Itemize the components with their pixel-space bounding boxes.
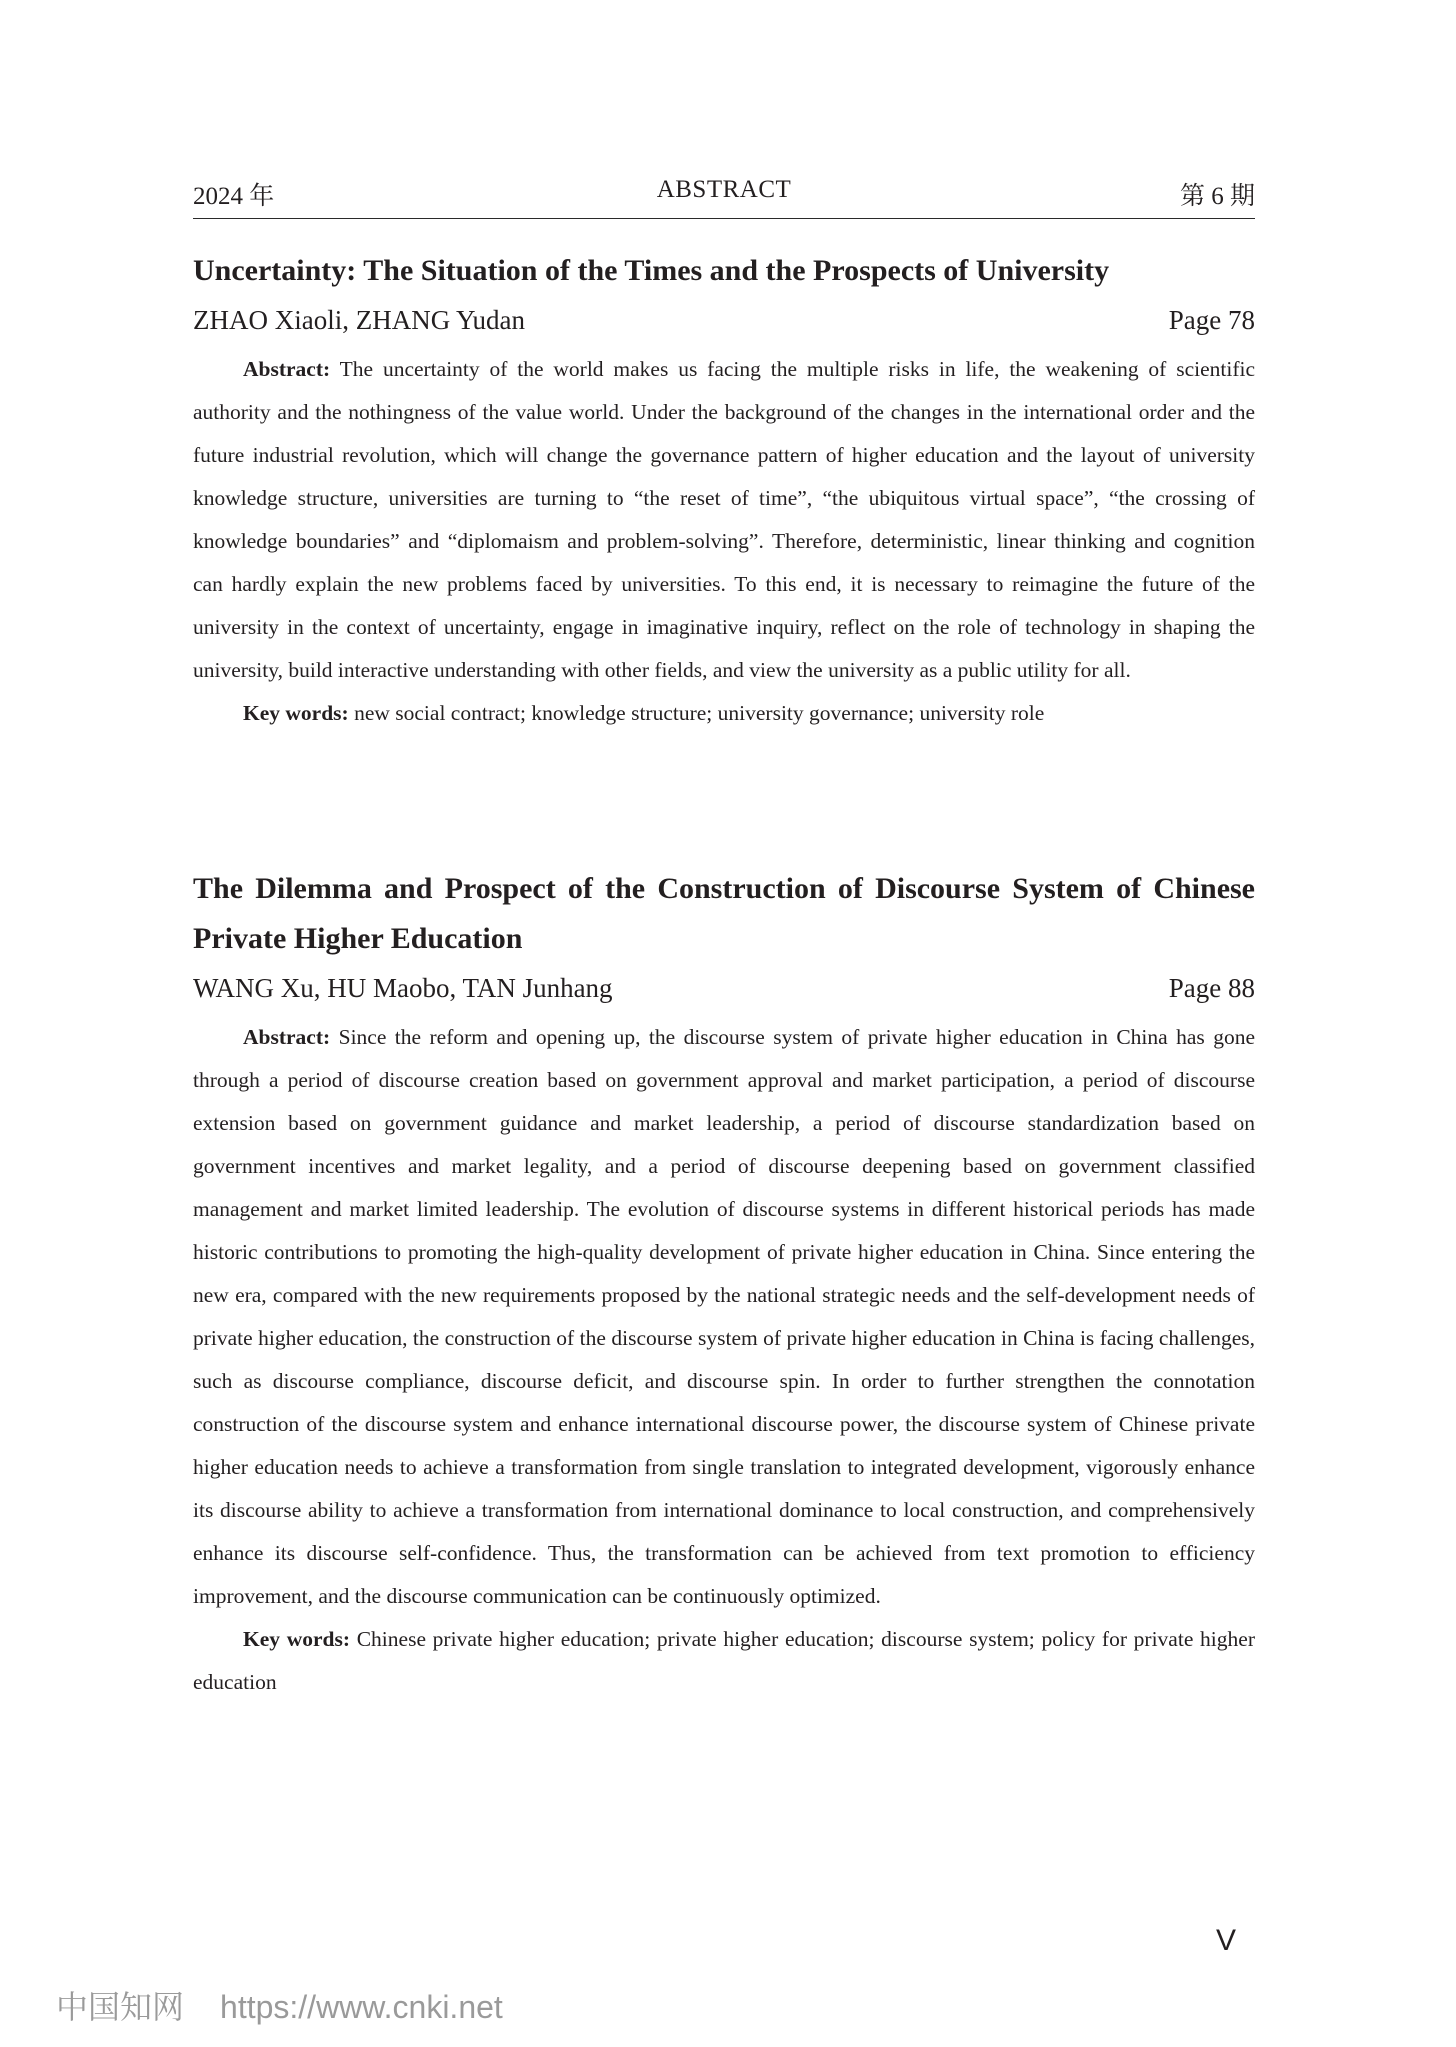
article-1 <box>193 246 1255 735</box>
abstract-text: Since the reform and opening up, the discourse system of private higher education in China has gone through a period of discourse creation based on government approval and market participation, a period of discourse extension based on government guidance and market leadership, a period of discourse standardization based on government incentives and market legality, and a period of discourse deepening based on government classified management and market limited leadership. The evolution of discourse systems in different historical periods has made historic contributions to promoting the high-quality development of private higher education in China. Since entering the new era, compared with the new requirements proposed by the national strategic needs and the self-development needs of private higher education, the construction of the discourse system of private higher education in China is facing challenges, such as discourse compliance, discourse deficit, and discourse spin. In order to further strengthen the connotation construction of the discourse system and enhance international discourse power, the discourse system of Chinese private higher education needs to achieve a transformation from single translation to integrated development, vigorously enhance its discourse ability to achieve a transformation from international dominance to local construction, and comprehensively enhance its discourse self-confidence. Thus, the transformation can be achieved from text promotion to efficiency improvement, and the discourse communication can be continuously optimized. <box>193 1025 1255 1608</box>
article-page-number: Page 78 <box>1168 305 1255 335</box>
abstract-label: Abstract: <box>243 1025 331 1049</box>
header-year: 2024 年 <box>193 183 275 210</box>
article-authors-line <box>193 298 1255 342</box>
page-folio: V <box>1215 1924 1236 1957</box>
article-title: Uncertainty: The Situation of the Times and the Prospects of University <box>193 254 1110 287</box>
watermark-brand: 中国知网 <box>56 1989 185 2025</box>
article-page-number: Page 88 <box>1168 973 1255 1003</box>
article-abstract <box>193 348 1255 692</box>
article-authors: ZHAO Xiaoli, ZHANG Yudan <box>193 305 525 335</box>
keywords-text: new social contract; knowledge structure; university governance; university role <box>354 701 1045 725</box>
article-title: The Dilemma and Prospect of the Construction of Discourse System of Chinese Private Higher Education <box>193 872 1255 955</box>
abstract-text: The uncertainty of the world makes us facing the multiple risks in life, the weakening of scientific authority and the nothingness of the value world. Under the background of the changes in the international order and the future industrial revolution, which will change the governance pattern of higher education and the layout of university knowledge structure, universities are turning to “the reset of time”, “the ubiquitous virtual space”, “the crossing of knowledge boundaries” and “diplomaism and problem-solving”. Therefore, deterministic, linear thinking and cognition can hardly explain the new problems faced by universities. To this end, it is necessary to reimagine the future of the university in the context of uncertainty, engage in imaginative inquiry, reflect on the role of technology in shaping the university, build interactive understanding with other fields, and view the university as a public utility for all. <box>193 357 1255 682</box>
header-issue: 第 6 期 <box>1179 183 1255 210</box>
article-keywords <box>193 692 1255 735</box>
article-authors-line <box>193 966 1255 1010</box>
keywords-label: Key words: <box>243 1627 351 1651</box>
article-authors: WANG Xu, HU Maobo, TAN Junhang <box>193 973 613 1003</box>
watermark-url: https://www.cnki.net <box>220 1989 503 2025</box>
abstract-label: Abstract: <box>243 357 331 381</box>
keywords-text: Chinese private higher education; private higher education; discourse system; policy for private higher education <box>193 1627 1255 1694</box>
keywords-label: Key words: <box>243 701 349 725</box>
header-section-title: ABSTRACT <box>656 176 792 203</box>
article-keywords <box>193 1618 1255 1704</box>
article-2 <box>193 864 1255 1704</box>
running-header <box>193 172 1255 219</box>
cnki-watermark <box>56 1982 503 2028</box>
article-abstract <box>193 1016 1255 1618</box>
